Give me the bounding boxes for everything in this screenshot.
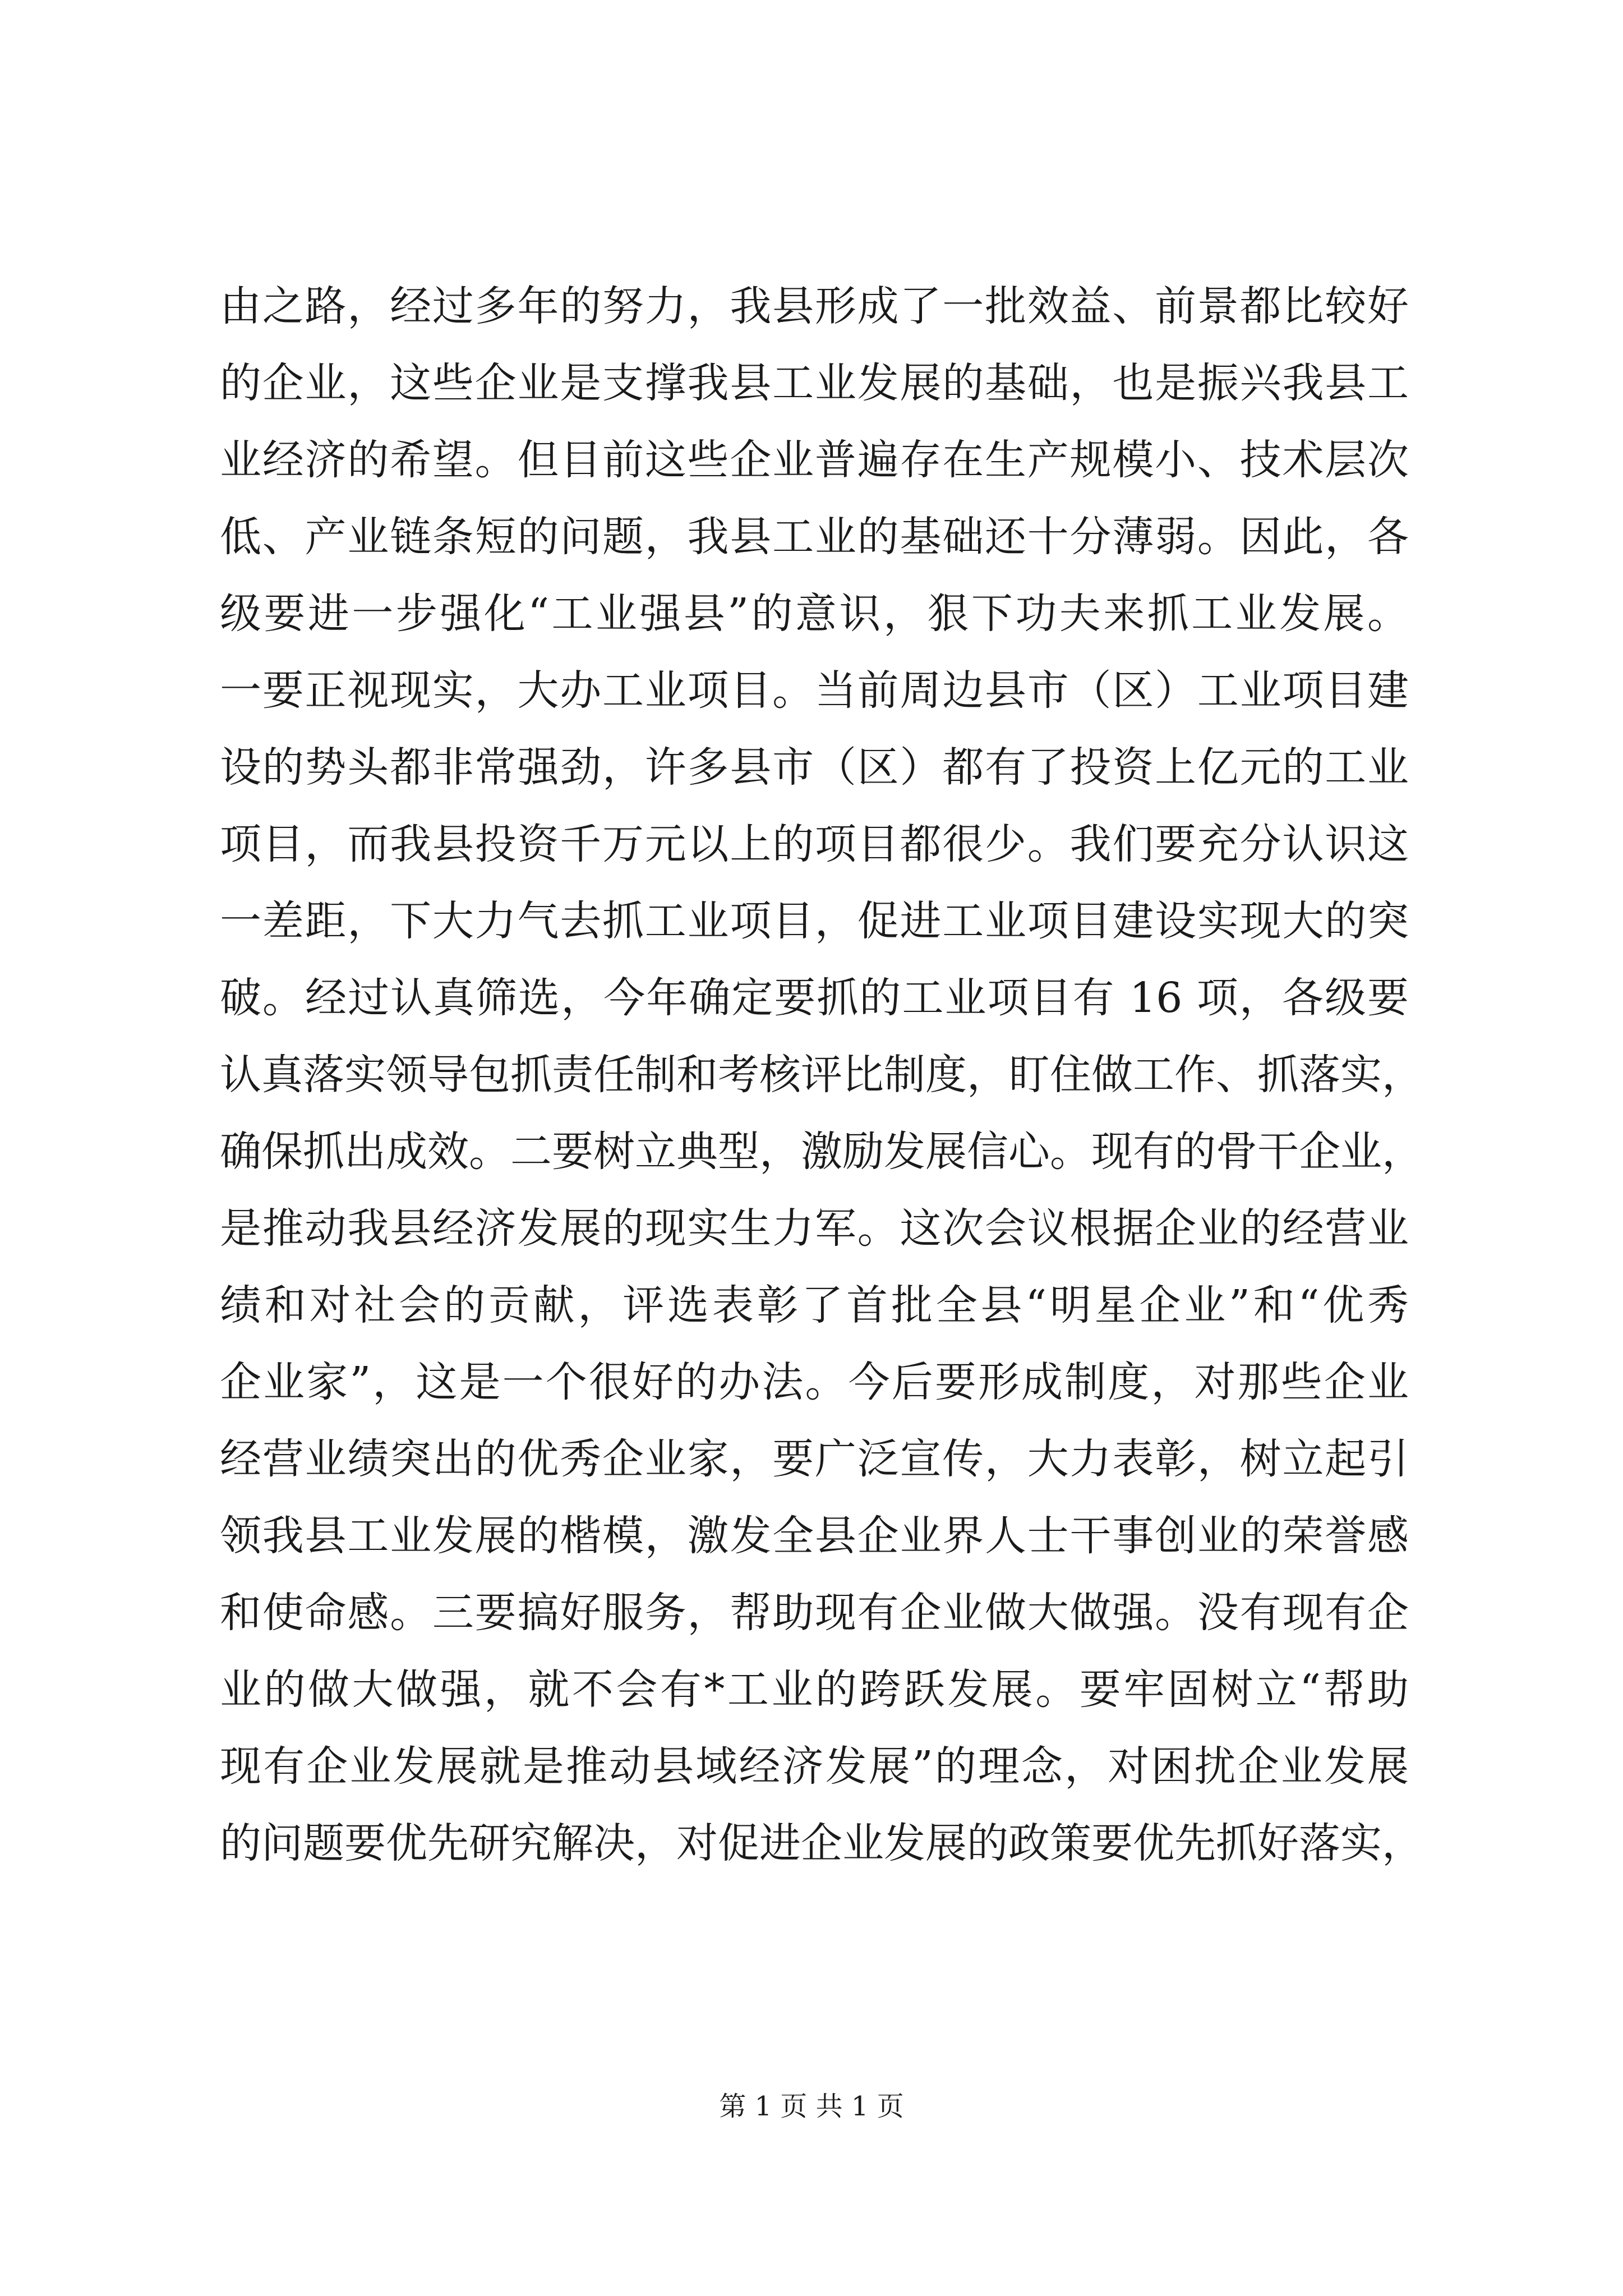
- text-line-8: 项目，而我县投资千万元以上的项目都很少。我们要充分认识这: [220, 820, 1409, 868]
- text-line-3: 业经济的希望。但目前这些企业普遍存在生产规模小、技术层次: [220, 436, 1409, 484]
- text-line-6: 一要正视现实，大办工业项目。当前周边县市（区）工业项目建: [220, 666, 1409, 715]
- text-line-11: 认真落实领导包抓责任制和考核评比制度，盯住做工作、抓落实，: [220, 1051, 1423, 1099]
- text-line-13: 是推动我县经济发展的现实生力军。这次会议根据企业的经营业: [220, 1204, 1409, 1253]
- body-text: [220, 268, 1423, 1882]
- text-line-21: 的问题要优先研究解决，对促进企业发展的政策要优先抓好落实，: [220, 1819, 1423, 1867]
- text-line-1: 由之路，经过多年的努力，我县形成了一批效益、前景都比较好: [220, 282, 1409, 330]
- text-line-10: 破。经过认真筛选，今年确定要抓的工业项目有 16 项，各级要: [220, 974, 1409, 1022]
- text-line-16: 经营业绩突出的优秀企业家，要广泛宣传，大力表彰，树立起引: [220, 1435, 1409, 1483]
- text-line-14: 绩和对社会的贡献，评选表彰了首批全县“明星企业”和“优秀: [220, 1281, 1409, 1329]
- text-line-20: 现有企业发展就是推动县域经济发展”的理念，对困扰企业发展: [220, 1742, 1409, 1791]
- text-line-9: 一差距，下大力气去抓工业项目，促进工业项目建设实现大的突: [220, 897, 1409, 945]
- text-line-7: 设的势头都非常强劲，许多县市（区）都有了投资上亿元的工业: [220, 743, 1409, 792]
- text-line-18: 和使命感。三要搞好服务，帮助现有企业做大做强。没有现有企: [220, 1589, 1409, 1637]
- page-number-label: 第 1 页 共 1 页: [719, 2091, 904, 2122]
- text-line-15: 企业家”，这是一个很好的办法。今后要形成制度，对那些企业: [220, 1358, 1409, 1406]
- page-footer: [0, 2090, 1623, 2123]
- text-line-17: 领我县工业发展的楷模，激发全县企业界人士干事创业的荣誉感: [220, 1512, 1409, 1560]
- text-line-5: 级要进一步强化“工业强县”的意识，狠下功夫来抓工业发展。: [220, 590, 1409, 638]
- text-line-12: 确保抓出成效。二要树立典型，激励发展信心。现有的骨干企业，: [220, 1128, 1423, 1176]
- text-line-2: 的企业，这些企业是支撑我县工业发展的基础，也是振兴我县工: [220, 359, 1409, 407]
- text-line-19: 业的做大做强，就不会有*工业的跨跃发展。要牢固树立“帮助: [220, 1665, 1409, 1714]
- text-line-4: 低、产业链条短的问题，我县工业的基础还十分薄弱。因此，各: [220, 513, 1409, 561]
